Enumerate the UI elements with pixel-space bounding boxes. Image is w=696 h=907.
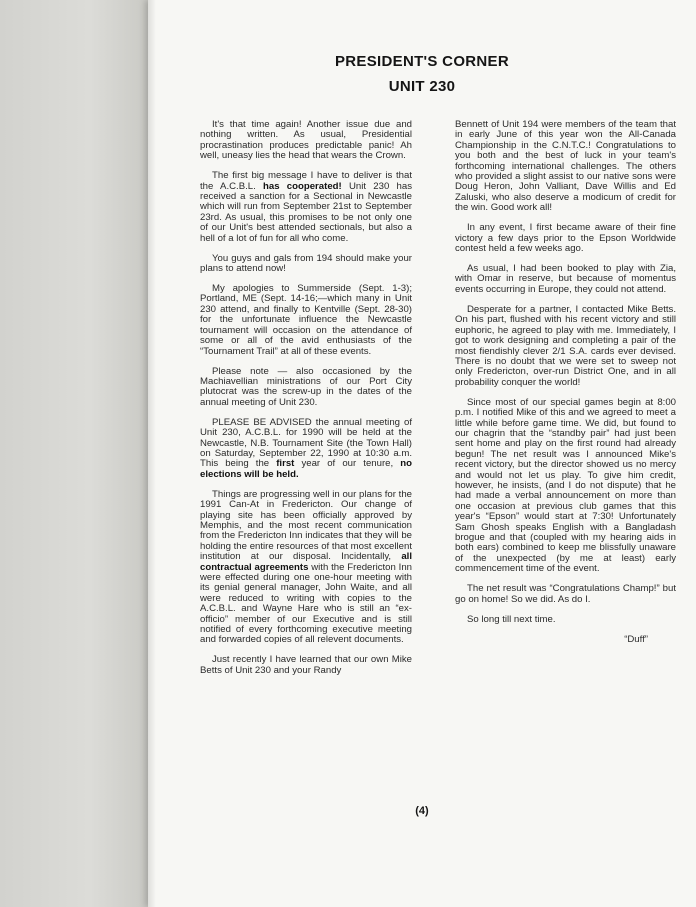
- text-run: with the Fredericton Inn were effected during one one-hour meeting with its genial general manager, John Waite, and all were reduced to writing with copies to the A.C.B.L. and Wayne Hare who is still an “ex-officio” member of our Executive and is still notified of every forthcoming executive meeting and forwarded copies of all relevent documents.: [200, 561, 412, 646]
- paragraph: My apologies to Summerside (Sept. 1-3); Portland, ME (Sept. 14-16;—which many in Unit 230 attend, and finally to Kentville (Sept. 28-30) for the unfortunate influence the Newcastle tournament will occasion on the attendance of some or all of the avid enthusiasts of the “Tournament Trail” at all of these events.: [200, 283, 412, 357]
- paragraph: [200, 490, 412, 646]
- paragraph: It's that time again! Another issue due and nothing written. As usual, Presidential procrastination produces predictable panic! Ah well, uneasy lies the head that wears the Crown.: [200, 119, 412, 162]
- right-column: [455, 120, 676, 655]
- paragraph: As usual, I had been booked to play with Zia, with Omar in reserve, but because of momentus events occurring in Europe, they could not attend.: [455, 263, 676, 295]
- scan-background: [0, 0, 150, 907]
- paragraph: In any event, I first became aware of their fine victory a few days prior to the Epson Worldwide contest held a few weeks ago.: [455, 222, 676, 255]
- paragraph: So long till next time.: [467, 613, 556, 625]
- paragraph: The net result was “Congratulations Champ!” but go on home! So we did. As do I.: [455, 583, 676, 605]
- bold-text: all contractual agreements: [200, 551, 412, 573]
- paragraph: [200, 418, 412, 480]
- bold-text: has cooperated!: [263, 180, 342, 192]
- paragraph: Please note — also occasioned by the Machiavellian ministrations of our Port City plutocrat was the screw-up in the dates of the annual meeting of Unit 230.: [200, 365, 412, 408]
- bold-text: no elections will be held.: [200, 458, 412, 480]
- text-run: PLEASE BE ADVISED the annual meeting of Unit 230, A.C.B.L. for 1990 will be held at the Newcastle, N.B. Tournament Site (the Town Hall) on Saturday, September 22, 1990 at 10:30 a.m. This being the: [200, 416, 412, 470]
- paragraph: Desperate for a partner, I contacted Mike Betts. On his part, flushed with his recent victory and still euphoric, he agreed to play with me. Immediately, I got to work designing and completing a pair of the most fiendishly clever 2/1 S.A. cards ever devised. There is no doubt that we were set to sweep not only Fredericton, over-run District One, and in all probability conquer the world!: [455, 303, 676, 388]
- paragraph: [200, 171, 412, 244]
- left-column: [200, 120, 412, 686]
- paragraph: Bennett of Unit 194 were members of the team that in early June of this year won the All-Canada Championship in the C.N.T.C.! Congratulations to you both and the best of luck in your team's forthcoming international challenges. The others who provided a slight assist to our native sons were Doug Heron, John Valliant, Dave Willis and Ed Zaluski, who also deserve a modicum of credit for the win. Good work all!: [455, 119, 676, 214]
- text-run: The first big message I have to deliver is that the A.C.B.L.: [200, 170, 412, 192]
- page-subtitle: UNIT 230: [388, 78, 456, 95]
- text-run: year of our tenure,: [294, 458, 401, 470]
- text-run: Unit 230 has received a sanction for a Sectional in Newcastle which will run from September 21st to September 23rd. As usual, this promises to be not only one of our Unit's best attended sectionals, but also a hell of a lot of fun for all who come.: [200, 180, 412, 244]
- text-run: Things are progressing well in our plans for the 1991 Can-At in Fredericton. Our change of playing site has been officially approved by Memphis, and the most recent communication from the Fredericton Inn indicates that they will be holding the entire resources of that most excellent institution at our disposal. Incidentally,: [200, 488, 412, 563]
- page-number: (4): [415, 805, 429, 817]
- paragraph: Since most of our special games begin at 8:00 p.m. I notified Mike of this and we agreed to meet a little while before game time. We did, but found to our chagrin that the “standby pair” had just been sent home and play on the first round had already begun! The net result was I announced Mike's recent victory, but the director showed us no mercy and would not let us play. To give him credit, however, he insists, (and I do not dispute) that he had made a verbal announcement on more than one occasion at previous club games that this year's “Epson” would start at 7:30! Unfortunately Sam Ghosh speaks English with a Bangladash brogue and that (coupled with my hearing aids in both ears) combined to keep me blissfully unaware of the unexpected (by me at least) early commencement time of the event.: [455, 396, 676, 575]
- paragraph: You guys and gals from 194 should make your plans to attend now!: [200, 252, 412, 275]
- paragraph: Just recently I have learned that our own Mike Betts of Unit 230 and your Randy: [200, 654, 412, 676]
- page-title: PRESIDENT'S CORNER: [335, 53, 509, 70]
- bold-text: first: [276, 458, 295, 470]
- signature: “Duff”: [624, 633, 648, 645]
